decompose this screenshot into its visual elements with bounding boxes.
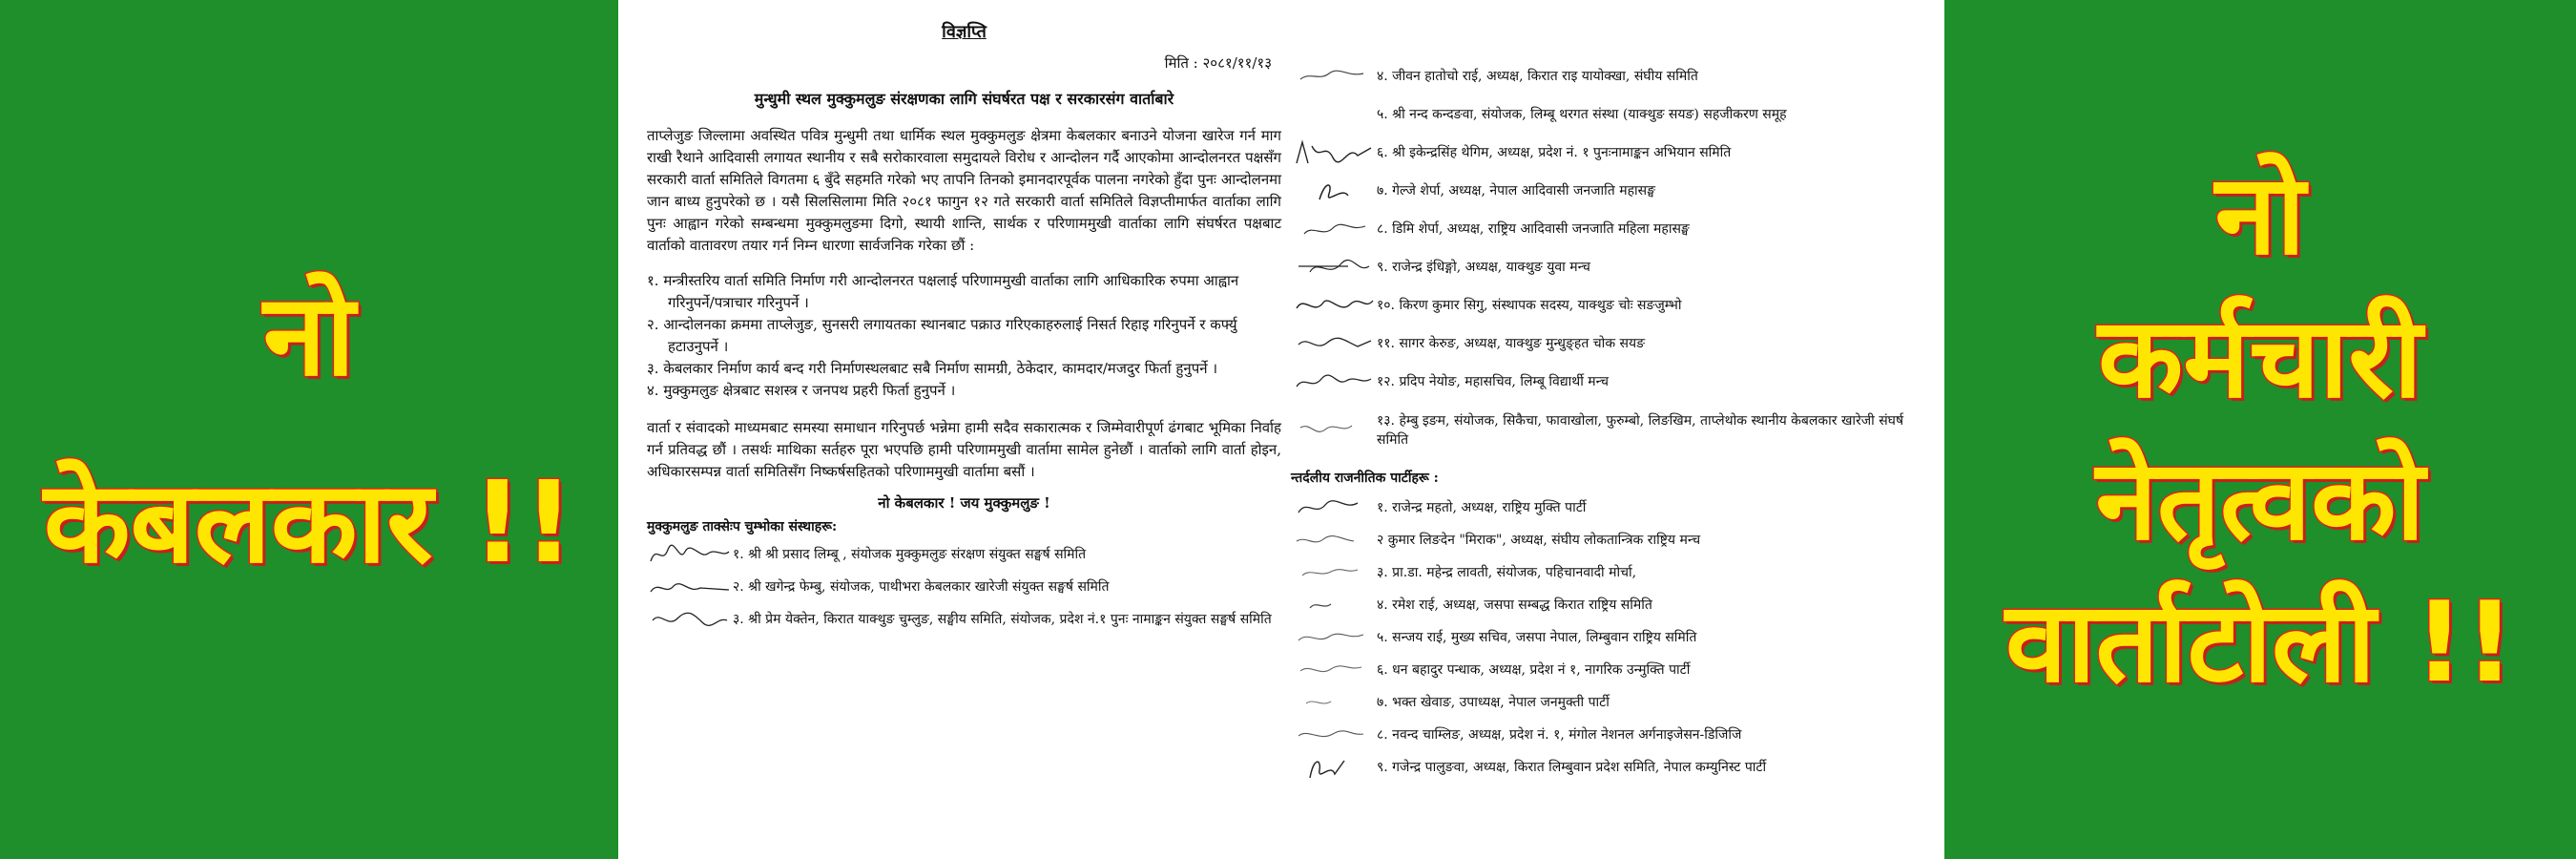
document-date: मिति : २०८१/११/१३	[1164, 54, 1272, 72]
signatory-row	[1291, 172, 1930, 210]
signatory-text: २. श्री खगेन्द्र फेम्बु, संयोजक, पाथीभरा केबलकार खारेजी संयुक्त सङ्घर्ष समिति	[733, 579, 1110, 595]
right-slogan-line-2: कर्मचारी	[2098, 293, 2422, 423]
signatory-row	[1291, 134, 1930, 172]
signatory-row	[1291, 210, 1930, 248]
intro-paragraph: ताप्लेजुङ जिल्लामा अवस्थित पवित्र मुन्धुमी तथा धार्मिक स्थल मुक्कुमलुङ क्षेत्रमा केबलकार बनाउने योजना खारेज गर्न माग राखी रैथाने आदिवासी लगायत स्थानीय र सबै सरोकारवाला समुदायले विरोध र आन्दोलन गर्दै आएकोमा आन्दोलनरत पक्षसँग सरकारी वार्ता समितिले विगतमा ६ बुँदे सहमति गरेको भए तापनि तिनको इमानदारपूर्वक पालना नगरेको हुँदा पुनः आन्दोलनमा जान बाध्य हुनुपरेको छ । यसै सिलसिलामा मिति २०८१ फागुन १२ गते सरकारी वार्ता समितिले विज्ञप्तीमार्फत वार्ताका लागि पुनः आह्वान गरेको सम्बन्धमा मुक्कुमलुङमा दिगो, स्थायी शान्ति, सार्थक र परिणाममुखी वार्ताका लागि संघर्षरत पक्षबाट वार्ताको वातावरण तयार गर्न निम्न धारणा सार्वजनिक गरेका छौं :	[647, 127, 1281, 254]
party-signatory-text: ९. गजेन्द्र पालुङवा, अध्यक्ष, किरात लिम्बुवान प्रदेश समिति, नेपाल कम्युनिस्ट पार्टी	[1377, 760, 1767, 775]
handwritten-signature	[1291, 416, 1377, 445]
signatory-row	[1291, 95, 1930, 134]
handwritten-signature	[1291, 753, 1377, 782]
signatory-row	[647, 603, 1281, 636]
handwritten-signature	[1291, 526, 1377, 555]
handwritten-signature	[1291, 688, 1377, 717]
handwritten-signature	[1291, 591, 1377, 619]
signatory-row	[1291, 325, 1930, 363]
party-signatory-row	[1291, 621, 1930, 654]
handwritten-signature	[1291, 493, 1377, 522]
closing-paragraph: वार्ता र संवादको माध्यमबाट समस्या समाधान गरिनुपर्छ भन्नेमा हामी सदैव सकारात्मक र जिम्मेवारीपूर्ण ढंगबाट भूमिका निर्वाह गर्न प्रतिवद्ध छौं । तसर्थः माथिका सर्तहरु पूरा भएपछि हामी परिणाममुखी वार्तामा सामेल हुनेछौं । वार्ताको लागि वार्ता होइन, अधिकारसम्पन्न वार्ता समितिसँग निष्कर्षसहितको परिणाममुखी वार्तामा बसौं ।	[647, 419, 1281, 480]
right-slogan-line-1: नो	[2214, 151, 2306, 281]
left-slogan-line-2: केबलकार !!	[43, 456, 575, 588]
press-release-document	[618, 0, 1944, 859]
parties-heading: न्तर्दलीय राजनीतिक पार्टीहरू :	[1291, 471, 1439, 486]
demands-list	[647, 270, 1281, 402]
document-slogan: नो केबलकार ! जय मुक्कुमलुङ !	[878, 494, 1050, 512]
party-signatory-text: ४. रमेश राई, अध्यक्ष, जसपा सम्बद्ध किरात राष्ट्रिय समिति	[1377, 597, 1652, 613]
party-signatory-text: ५. सन्जय राई, मुख्य सचिव, जसपा नेपाल, लिम्बुवान राष्ट्रिय समिति	[1377, 630, 1697, 645]
demand-item: ३. केबलकार निर्माण कार्य बन्द गरी निर्माणस्थलबाट सबै निर्माण सामग्री, ठेकेदार, कामदार/मजदुर फिर्ता हुनुपर्ने ।	[647, 360, 1218, 377]
signatory-text: ८. डिमि शेर्पा, अध्यक्ष, राष्ट्रिय आदिवासी जनजाति महिला महासङ्घ	[1377, 221, 1690, 237]
right-banner	[1944, 0, 2576, 859]
handwritten-signature	[647, 540, 733, 569]
party-signatory-text: ८. नवन्द चाम्लिङ, अध्यक्ष, प्रदेश नं. १, मंगोल नेशनल अर्गनाइजेसन-डिजिजि	[1377, 727, 1742, 743]
signatory-text: १०. किरण कुमार सिगु, संस्थापक सदस्य, याक्थुङ चोः सङजुम्भो	[1377, 298, 1682, 313]
right-slogan-line-4: वार्ताटोली !!	[2005, 578, 2516, 708]
handwritten-signature	[1291, 558, 1377, 587]
signatory-row	[1291, 401, 1930, 460]
party-signatory-text: ७. भक्त खेवाङ, उपाध्यक्ष, नेपाल जनमुक्ती पार्टी	[1377, 695, 1610, 710]
party-signatory-row	[1291, 556, 1930, 589]
demand-item: २. आन्दोलनका क्रममा ताप्लेजुङ, सुनसरी लगायतका स्थानबाट पक्राउ गरिएकाहरुलाई निसर्त रिहाइ गरिनुपर्ने र कर्फ्यु हटाउनुपर्ने ।	[647, 316, 1237, 355]
signatory-row	[1291, 286, 1930, 325]
demand-item: ४. मुक्कुमलुङ क्षेत्रबाट सशस्त्र र जनपथ प्रहरी फिर्ता हुनुपर्ने ।	[647, 382, 956, 399]
signatory-text: १. श्री श्री प्रसाद लिम्बू , संयोजक मुक्कुमलुङ संरक्षण संयुक्त सङ्घर्ष समिति	[733, 547, 1087, 562]
signatory-row	[1291, 363, 1930, 401]
signatory-text: ११. सागर केरुङ, अध्यक्ष, याक्थुङ मुन्धुङ्हत चोक सयङ	[1377, 336, 1646, 351]
handwritten-signature	[1291, 367, 1377, 396]
party-signatory-text: १. राजेन्द्र महतो, अध्यक्ष, राष्ट्रिय मुक्ति पार्टी	[1377, 500, 1587, 515]
signatory-text: ७. गेल्जे शेर्पा, अध्यक्ष, नेपाल आदिवासी जनजाति महासङ्घ	[1377, 183, 1655, 199]
signatory-text: ४. जीवन हातोचो राई, अध्यक्ष, किरात राइ यायोक्खा, संघीय समिति	[1377, 69, 1698, 84]
handwritten-signature	[1291, 291, 1377, 320]
party-signatory-text: ६. धन बहादुर पन्धाक, अध्यक्ष, प्रदेश नं १, नागरिक उन्मुक्ति पार्टी	[1377, 662, 1691, 678]
handwritten-signature	[1291, 721, 1377, 749]
signatory-row	[647, 538, 1281, 571]
handwritten-signature	[1291, 215, 1377, 243]
signatory-text: ३. श्री प्रेम येक्तेन, किरात याक्थुङ चुम्लुङ, सङ्घीय समिति, संयोजक, प्रदेश नं.१ पुनः नामाङ्कन संयुक्त सङ्घर्ष समिति	[733, 612, 1272, 627]
document-title: विज्ञप्ति	[942, 22, 987, 42]
handwritten-signature	[1291, 623, 1377, 652]
handwritten-signature	[1291, 138, 1377, 167]
handwritten-signature	[1291, 656, 1377, 684]
party-signatory-row	[1291, 589, 1930, 621]
party-signatory-row	[1291, 751, 1930, 784]
signatory-text: १३. हेम्बु इङम, संयोजक, सिकैचा, फावाखोला, फुरुम्बो, लिङखिम, ताप्लेथोक स्थानीय केबलकार खारेजी संघर्ष समिति	[1377, 413, 1904, 448]
handwritten-signature	[647, 573, 733, 601]
handwritten-signature	[1291, 253, 1377, 282]
party-signatory-row	[1291, 686, 1930, 719]
handwritten-signature	[1291, 62, 1377, 91]
organizations-heading: मुक्कुमलुङ ताक्सेःप चुम्भोका संस्थाहरू:	[647, 519, 838, 534]
left-slogan-line-1: नो	[262, 269, 356, 402]
party-signatory-row	[1291, 524, 1930, 556]
party-signatory-row	[1291, 654, 1930, 686]
parties-list	[1291, 492, 1930, 784]
signatory-text: ५. श्री नन्द कन्दङवा, संयोजक, लिम्बू थरगत संस्था (याक्थुङ सयङ) सहजीकरण समूह	[1377, 107, 1787, 122]
handwritten-signature	[647, 605, 733, 634]
document-headline: मुन्धुमी स्थल मुक्कुमलुङ संरक्षणका लागि संघर्षरत पक्ष र सरकारसंग वार्ताबारे	[754, 90, 1174, 108]
signatory-row	[1291, 248, 1930, 286]
party-signatory-row	[1291, 719, 1930, 751]
document-column-right	[1291, 0, 1930, 859]
demand-item: १. मन्त्रीस्तरिय वार्ता समिति निर्माण गरी आन्दोलनरत पक्षलाई परिणाममुखी वार्ताका लागि आधिकारिक रुपमा आह्वान गरिनुपर्ने/पत्राचार गरिनुपर्ने ।	[647, 272, 1239, 311]
signatory-text: १२. प्रदिप नेयोङ, महासचिव, लिम्बू विद्यार्थी मन्च	[1377, 374, 1610, 389]
signatory-text: ६. श्री इकेन्द्रसिंह थेगिम, अध्यक्ष, प्रदेश नं. १ पुनःनामाङ्कन अभियान समिति	[1377, 145, 1732, 160]
signatory-row	[1291, 57, 1930, 95]
party-signatory-row	[1291, 492, 1930, 524]
left-banner	[0, 0, 618, 859]
party-signatory-text: २ कुमार लिङदेन "मिराक", अध्यक्ष, संघीय लोकतान्त्रिक राष्ट्रिय मन्च	[1377, 533, 1701, 548]
handwritten-signature	[1291, 177, 1377, 205]
signatory-text: ९. राजेन्द्र इंधिङ्गो, अध्यक्ष, याक्थुङ युवा मन्च	[1377, 260, 1590, 275]
document-column-left	[647, 0, 1281, 859]
handwritten-signature	[1291, 329, 1377, 358]
signatory-row	[647, 571, 1281, 603]
right-slogan-line-3: नेतृत्वको	[2095, 436, 2425, 565]
party-signatory-text: ३. प्रा.डा. महेन्द्र लावती, संयोजक, पहिचानवादी मोर्चा,	[1377, 565, 1637, 580]
